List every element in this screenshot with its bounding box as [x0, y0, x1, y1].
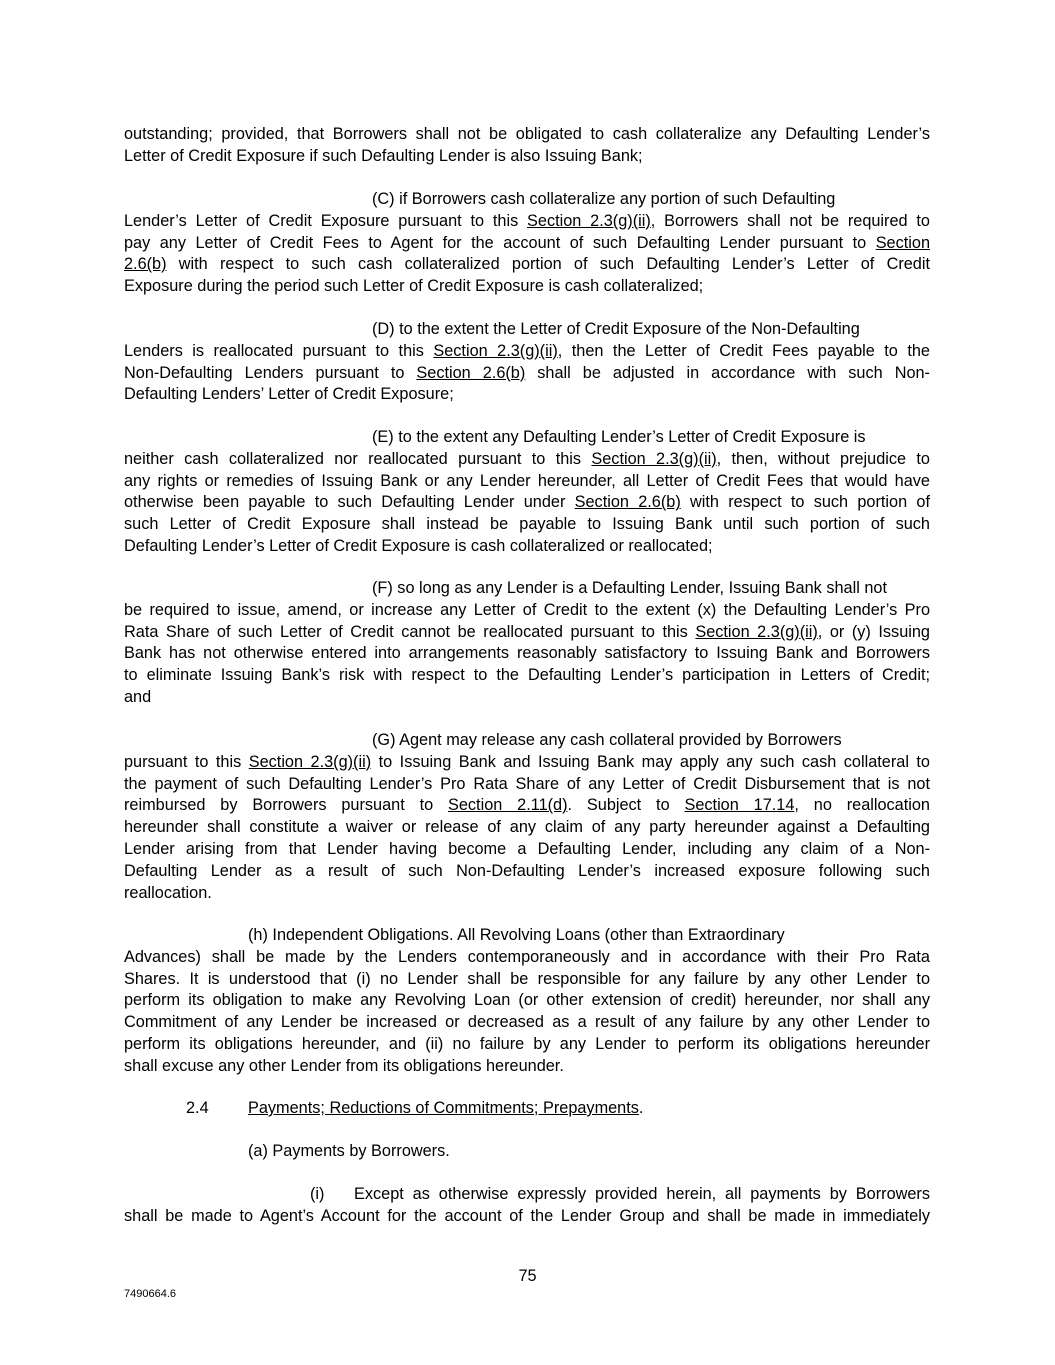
text-line: and	[124, 687, 152, 706]
text-line: to eliminate Issuing Bank’s risk with respect to the Defaulting Lender’s participation in Letters of Credit;	[124, 666, 930, 685]
text-line: Shares. It is understood that (i) no Lender shall be responsible for any failure by any other Lender to	[124, 969, 930, 988]
text-line: perform its obligation to make any Revolving Loan (or other extension of credit) hereunder, nor shall any	[124, 991, 930, 1010]
text-line: (E) to the extent any Defaulting Lender’s Letter of Credit Exposure is	[372, 428, 866, 446]
text-line: hereunder shall constitute a waiver or release of any claim of any party hereunder against a Defaulting	[124, 818, 930, 837]
section-number: 2.4	[186, 1099, 209, 1117]
section-reference: 2.6(b)	[124, 255, 167, 274]
list-marker: (i)	[310, 1185, 325, 1203]
text-line	[124, 363, 930, 385]
text-line: (F) so long as any Lender is a Defaulting Lender, Issuing Bank shall not	[372, 579, 887, 597]
text-span: .	[638, 1099, 644, 1117]
text-line: the payment of such Defaulting Lender’s Pro Rata Share of any Letter of Credit Disbursement that is not	[124, 774, 930, 793]
section-reference: Section 2.3(g)(ii)	[527, 211, 651, 230]
section-reference: Section 2.3(g)(ii)	[433, 341, 558, 360]
paragraph-C	[124, 189, 930, 298]
text-span: , Borrowers shall not be required to	[650, 211, 930, 230]
text-line: reallocation.	[124, 883, 212, 902]
text-span: Lender’s Letter of Credit Exposure pursuant to this	[124, 211, 528, 230]
text-span: , then, without prejudice to	[716, 449, 930, 468]
text-line: perform its obligations hereunder, and (ii) no failure by any Lender to perform its obligations hereunder	[124, 1034, 930, 1053]
section-reference: Section 2.6(b)	[416, 363, 526, 382]
text-line: any rights or remedies of Issuing Bank or any Lender hereunder, all Letter of Credit Fees that would have	[124, 471, 930, 490]
paragraph-F	[124, 578, 930, 709]
text-line	[124, 233, 930, 255]
text-span: , no reallocation	[794, 796, 930, 815]
text-line: be required to issue, amend, or increase any Letter of Credit to the extent (x) the Defaulting Lender’s Pro	[124, 600, 930, 619]
section-title: Payments; Reductions of Commitments; Prepayments	[248, 1099, 639, 1117]
paragraph-a-payments	[124, 1141, 930, 1163]
text-line: Bank has not otherwise entered into arrangements reasonably satisfactory to Issuing Bank and Borrowers	[124, 644, 930, 663]
text-span: Lenders is reallocated pursuant to this	[124, 341, 434, 360]
text-line: outstanding; provided, that Borrowers shall not be obligated to cash collateralize any Defaulting Lender’s	[124, 125, 930, 143]
section-reference: Section 2.6(b)	[574, 493, 681, 512]
text-line: Commitment of any Lender be increased or decreased as a result of any failure by any other Lender to	[124, 1013, 930, 1032]
text-line: Defaulting Lender as a result of such Non-Defaulting Lender’s increased exposure following such	[124, 861, 930, 880]
text-line	[124, 1184, 930, 1206]
document-id: 7490664.6	[124, 1288, 176, 1300]
text-span: , then the Letter of Credit Fees payable to the	[557, 341, 930, 360]
text-span: , or (y) Issuing	[817, 622, 930, 641]
text-line: such Letter of Credit Exposure shall instead be payable to Issuing Bank until such portion of such	[124, 515, 930, 534]
text-line	[124, 341, 930, 363]
paragraph-i	[124, 1184, 930, 1228]
paragraph-outstanding	[124, 124, 930, 168]
section-reference: Section 17.14	[684, 796, 795, 815]
paragraph-G	[124, 730, 930, 904]
text-span: otherwise been payable to such Defaulting Lender under	[124, 493, 575, 512]
text-line: Advances) shall be made by the Lenders contemporaneously and in accordance with their Pro Rata	[124, 947, 930, 966]
text-line: (C) if Borrowers cash collateralize any portion of such Defaulting	[372, 190, 836, 208]
text-span: Rata Share of such Letter of Credit cannot be reallocated pursuant to this	[124, 622, 696, 641]
text-line: (a) Payments by Borrowers.	[248, 1142, 450, 1160]
paragraph-E	[124, 427, 930, 558]
text-line: (G) Agent may release any cash collateral provided by Borrowers	[372, 731, 842, 749]
text-line	[124, 211, 930, 233]
section-reference: Section 2.3(g)(ii)	[248, 752, 372, 771]
text-span: with respect to such cash collateralized portion of such Defaulting Lender’s Letter of Credit	[166, 255, 930, 274]
text-line: (D) to the extent the Letter of Credit Exposure of the Non-Defaulting	[372, 320, 860, 338]
text-line	[124, 492, 930, 514]
text-span: . Subject to	[567, 796, 685, 815]
text-line	[124, 449, 930, 471]
section-reference: Section 2.3(g)(ii)	[695, 622, 818, 641]
text-line	[124, 752, 930, 774]
text-line: Letter of Credit Exposure if such Defaulting Lender is also Issuing Bank;	[124, 146, 643, 165]
section-heading	[248, 1098, 643, 1120]
text-span: neither cash collateralized nor reallocated pursuant to this	[124, 449, 592, 468]
paragraph-D	[124, 319, 930, 406]
section-reference: Section	[875, 233, 930, 252]
text-span: Non-Defaulting Lenders pursuant to	[124, 363, 417, 382]
text-line	[124, 622, 930, 644]
text-line: Defaulting Lender’s Letter of Credit Exposure is cash collateralized or reallocated;	[124, 536, 713, 555]
page-number: 75	[518, 1267, 537, 1285]
text-span: pay any Letter of Credit Fees to Agent for the account of such Defaulting Lender pursuant to	[124, 233, 876, 252]
text-span: with respect to such portion of	[680, 493, 930, 512]
text-span: reimbursed by Borrowers pursuant to	[124, 796, 448, 815]
text-line: Lender arising from that Lender having become a Defaulting Lender, including any claim of a Non-	[124, 839, 930, 858]
text-line: (h) Independent Obligations. All Revolving Loans (other than Extraordinary	[248, 926, 785, 944]
text-line: Defaulting Lenders’ Letter of Credit Exposure;	[124, 385, 454, 404]
text-span: to Issuing Bank and Issuing Bank may apply any such cash collateral to	[371, 752, 930, 771]
section-reference: Section 2.11(d)	[448, 796, 568, 815]
paragraph-h-independent-obligations	[124, 925, 930, 1078]
text-line: Exposure during the period such Letter of Credit Exposure is cash collateralized;	[124, 277, 704, 296]
text-line: shall excuse any other Lender from its obligations hereunder.	[124, 1056, 564, 1075]
text-span: pursuant to this	[124, 752, 249, 771]
text-line	[124, 254, 930, 276]
text-span: shall be adjusted in accordance with such Non-	[525, 363, 930, 382]
section-reference: Section 2.3(g)(ii)	[591, 449, 717, 468]
text-line	[124, 795, 930, 817]
text-span: Except as otherwise expressly provided herein, all payments by Borrowers	[354, 1185, 930, 1203]
text-line: shall be made to Agent’s Account for the account of the Lender Group and shall be made in immediately	[124, 1206, 930, 1225]
